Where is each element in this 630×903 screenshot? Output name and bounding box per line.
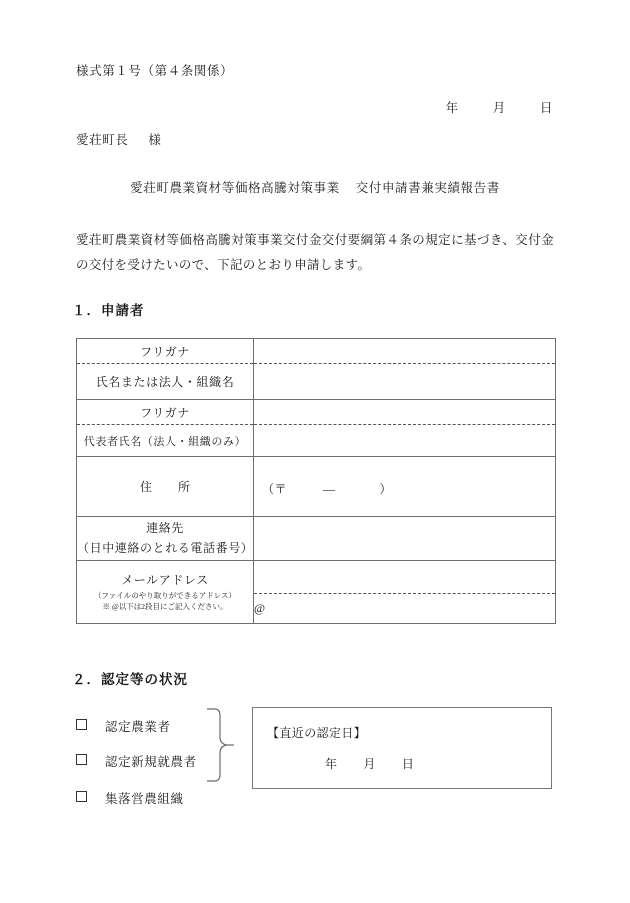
document-title <box>0 178 630 196</box>
row-label-contact-line1: 連絡先 <box>146 521 184 536</box>
email-domain-part-field[interactable] <box>254 594 555 624</box>
table-row-furigana-2 <box>77 400 556 425</box>
table-row-name <box>77 364 556 400</box>
checkbox-label-certified-farmer: 認定農業者 <box>105 720 171 734</box>
document-title-main: 愛荘町農業資材等価格高騰対策事業 <box>130 181 340 195</box>
checkbox-icon-certified-farmer[interactable] <box>76 719 87 730</box>
latest-certification-date-box[interactable] <box>252 707 552 789</box>
lead-paragraph: 愛荘町農業資材等価格高騰対策事業交付金交付要綱第４条の規定に基づき、交付金の交付を受けたいので、下記のとおり申請します。 <box>76 233 554 272</box>
postal-dash: ― <box>323 482 336 496</box>
row-label-furigana-2: フリガナ <box>77 400 254 425</box>
checkbox-label-new-farmer: 認定新規就農者 <box>105 755 197 769</box>
row-label-email-main: メールアドレス <box>121 573 209 588</box>
row-value-name[interactable] <box>254 364 556 400</box>
row-label-email <box>77 561 254 624</box>
date-month-label: 月 <box>492 101 506 115</box>
submission-date-line <box>300 98 553 116</box>
date-box-date-line <box>325 755 414 772</box>
date-day-label: 日 <box>539 101 553 115</box>
row-label-furigana-1: フリガナ <box>77 339 254 364</box>
row-label-name: 氏名または法人・組織名 <box>77 364 254 400</box>
postal-open-paren: （〒 <box>262 482 288 496</box>
checkbox-row-certified-farmer[interactable] <box>76 717 171 735</box>
applicant-table <box>76 338 556 624</box>
table-row-contact <box>77 517 556 561</box>
addressee-honorific: 様 <box>148 133 162 147</box>
checkbox-row-community-farming[interactable] <box>76 789 184 807</box>
row-label-contact <box>77 517 254 561</box>
row-value-email[interactable] <box>254 561 556 624</box>
form-number: 様式第１号（第４条関係） <box>76 64 234 78</box>
row-value-address[interactable] <box>254 457 556 517</box>
checkbox-icon-new-farmer[interactable] <box>76 754 87 765</box>
postal-code-template <box>254 476 555 497</box>
section-2-heading: ２．認定等の状況 <box>72 672 188 687</box>
date-box-day-label: 日 <box>401 757 415 771</box>
table-row-representative <box>77 425 556 457</box>
date-box-title: 【直近の認定日】 <box>267 726 367 740</box>
row-label-email-note-1: （ファイルのやり取りができるアドレス） <box>93 591 237 601</box>
checkbox-row-new-farmer[interactable] <box>76 752 197 770</box>
addressee-name: 愛荘町長 <box>76 133 129 147</box>
checkbox-icon-community-farming[interactable] <box>76 791 87 802</box>
addressee-line <box>76 130 162 148</box>
date-year-label: 年 <box>445 101 459 115</box>
section-1-heading: １．申請者 <box>72 303 145 318</box>
table-row-email <box>77 561 556 624</box>
table-row-furigana-1 <box>77 339 556 364</box>
document-title-sub: 交付申請書兼実績報告書 <box>355 181 500 195</box>
date-box-month-label: 月 <box>363 757 376 771</box>
table-row-address <box>77 457 556 517</box>
row-value-representative[interactable] <box>254 425 556 457</box>
row-value-furigana-1[interactable] <box>254 339 556 364</box>
row-value-contact[interactable] <box>254 517 556 561</box>
email-local-part-field[interactable] <box>254 561 555 594</box>
row-label-address-text: 住 所 <box>139 480 197 494</box>
row-value-furigana-2[interactable] <box>254 400 556 425</box>
row-label-representative: 代表者氏名（法人・組織のみ） <box>77 425 254 457</box>
row-label-address <box>77 457 254 517</box>
at-sign: @ <box>254 601 266 615</box>
date-box-year-label: 年 <box>325 757 338 771</box>
row-label-contact-line2: （日中連絡のとれる電話番号） <box>77 540 254 555</box>
postal-close-paren: ） <box>379 482 393 496</box>
curly-brace-connector <box>203 706 235 784</box>
checkbox-label-community-farming: 集落営農組織 <box>105 792 184 806</box>
row-label-email-note-2: ※ @以下は2段目にご記入ください。 <box>102 602 228 611</box>
